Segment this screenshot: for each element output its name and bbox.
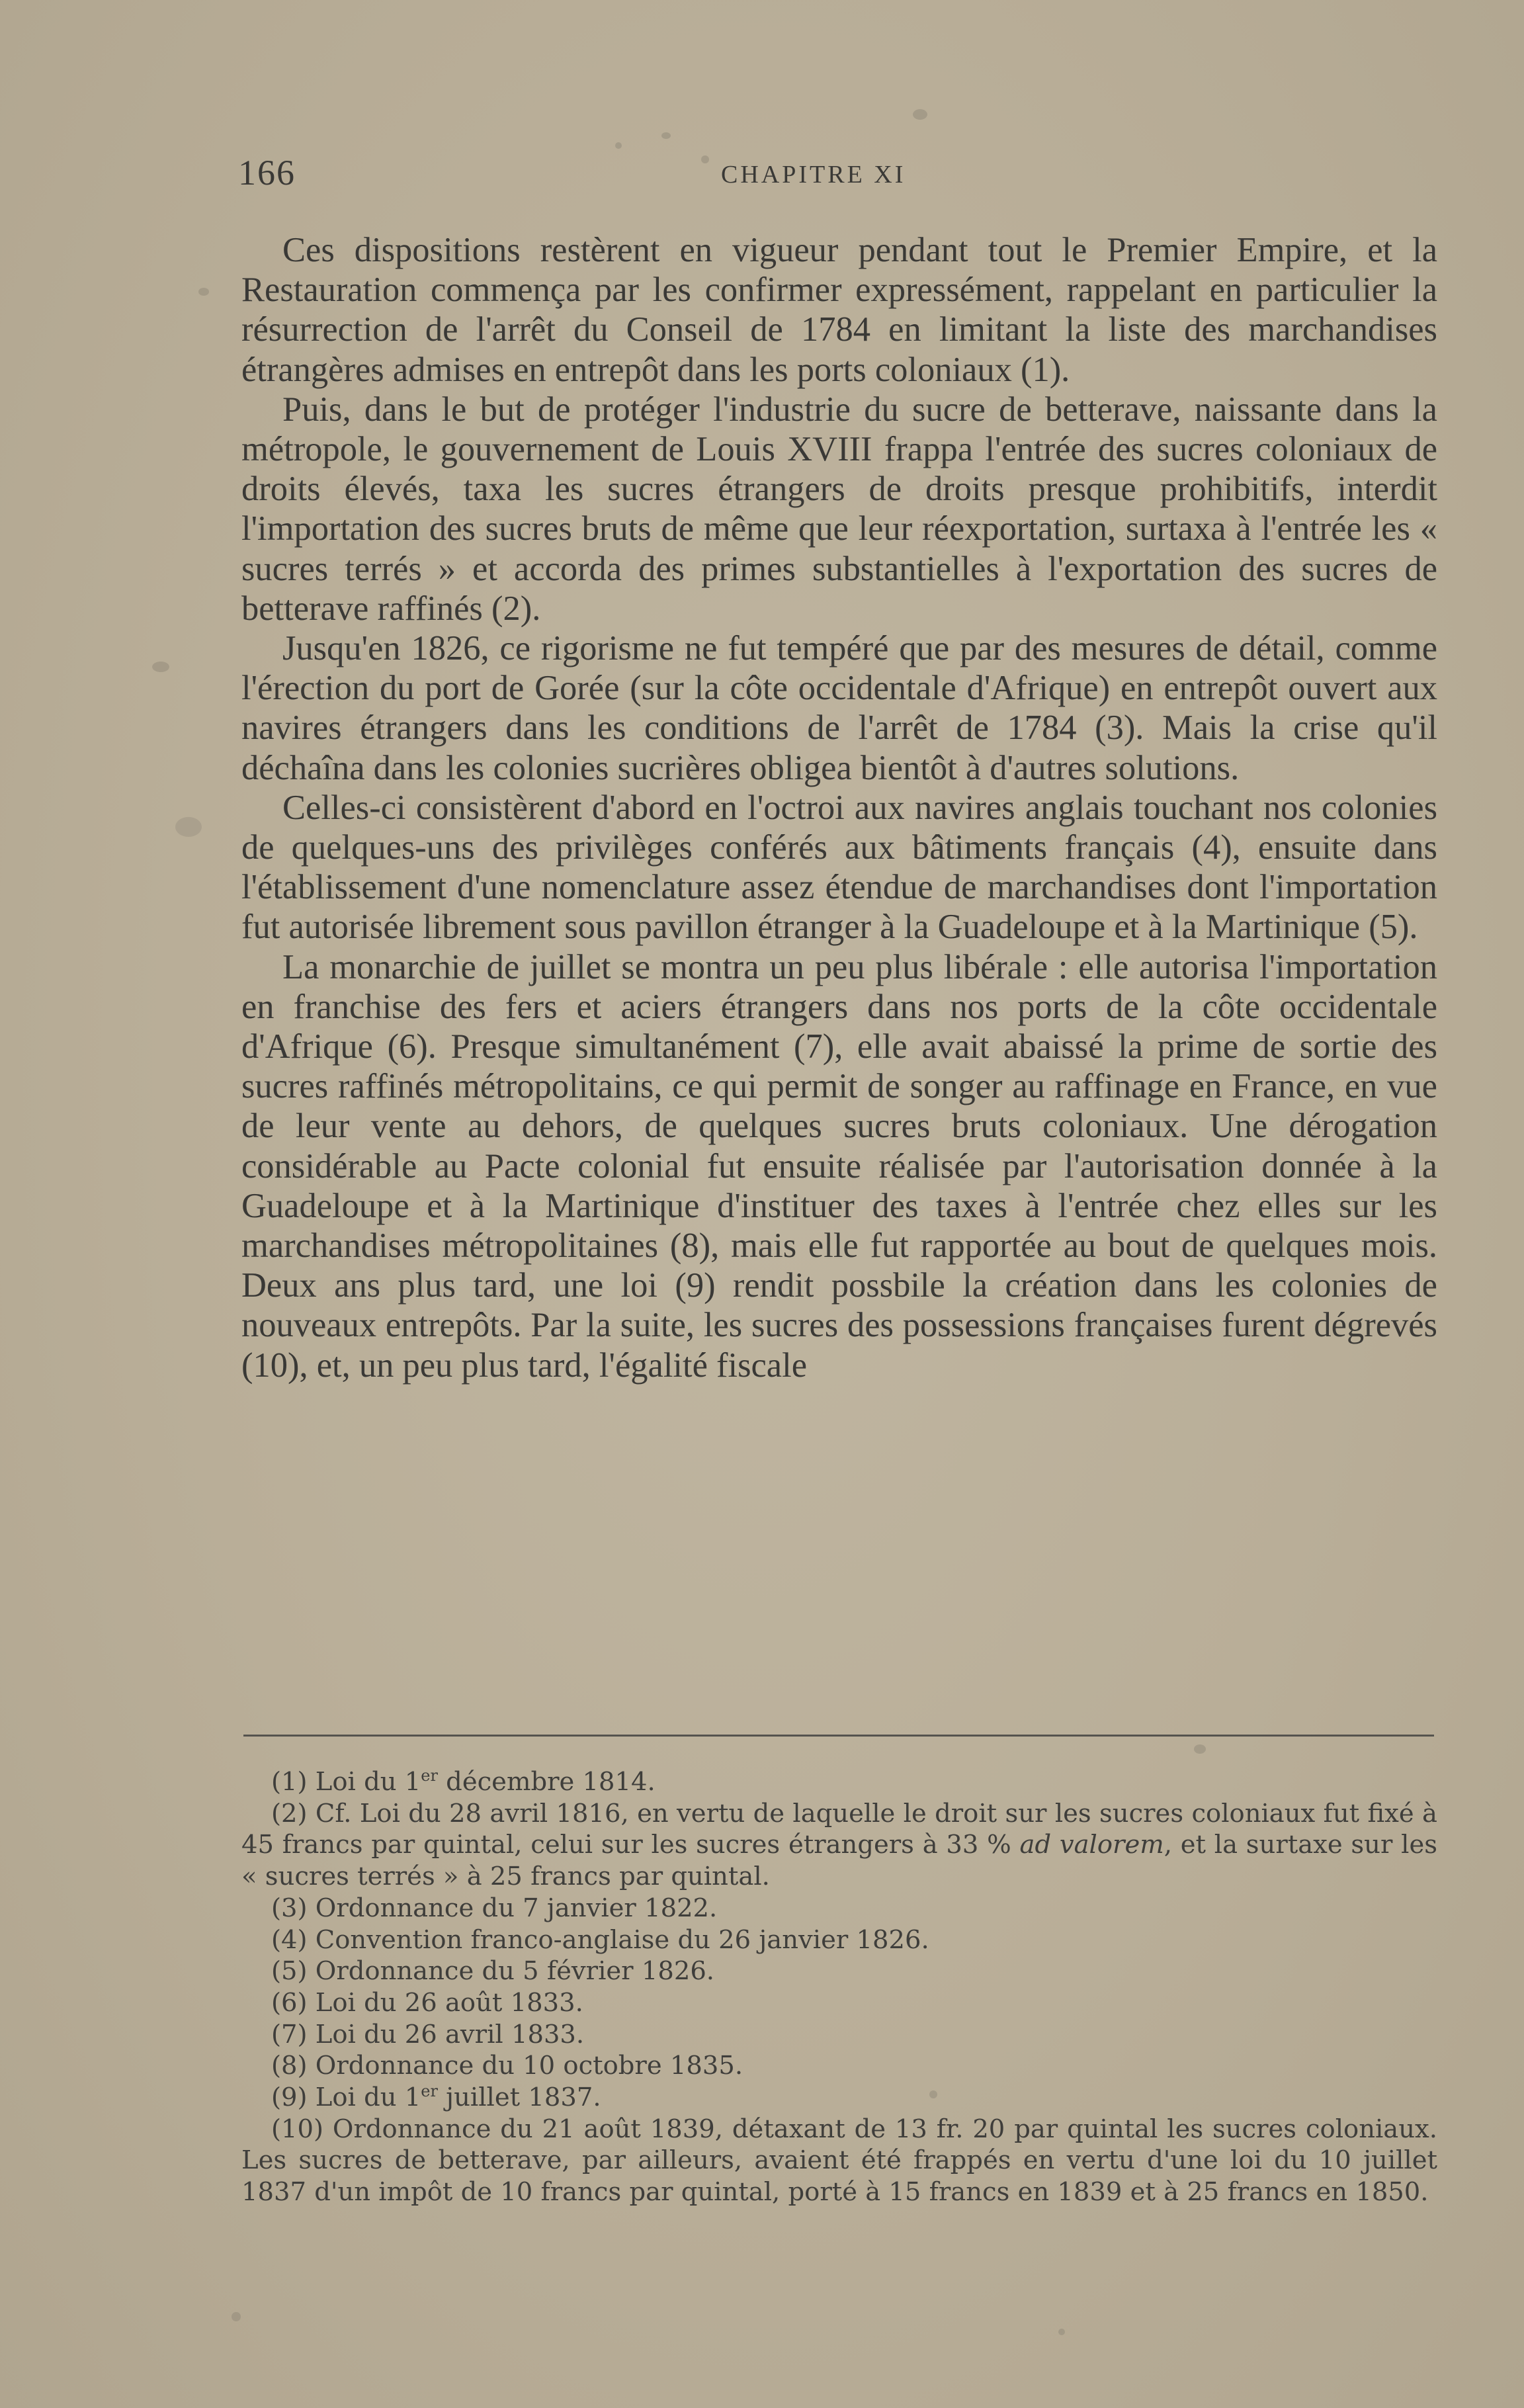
footnote-6: (6) Loi du 26 août 1833. [271,1987,583,2018]
footnote-8: (8) Ordonnance du 10 octobre 1835. [271,2051,743,2081]
chapter-title: CHAPITRE XI [721,161,906,189]
footnote-separator [243,1735,1434,1737]
paragraph-1: Ces dispositions restèrent en vigueur pendant tout le Premier Empire, et la Restauration commença par les confirmer expressément, rappelant en particulier la résurrection de l'arrêt du Conseil de 1784 en limitant la liste des marchandises étrangères admises en entrepôt dans les ports coloniaux (1). [241,231,1437,389]
footnote-2: (2) Cf. Loi du 28 avril 1816, en vertu de laquelle le droit sur les sucres coloniaux fut fixé à 45 francs par quintal, celui sur les sucres étrangers à 33 % ad valorem, et la surtaxe sur les « sucres terrés » à 25 francs par quintal. [241,1798,1437,1892]
footnote-7: (7) Loi du 26 avril 1833. [271,2019,585,2049]
paragraph-4: Celles-ci consistèrent d'abord en l'octroi aux navires anglais touchant nos colonies de quelques-uns des privilèges conférés aux bâtiments français (4), ensuite dans l'établissement d'une nomenclature assez étendue de marchandises dont l'importation fut autorisée librement sous pavillon étranger à la Guadeloupe et à la Martinique (5). [241,788,1437,947]
main-text [241,230,1437,1385]
running-header [238,152,1435,198]
paragraph-3: Jusqu'en 1826, ce rigorisme ne fut tempéré que par des mesures de détail, comme l'érection du port de Gorée (sur la côte occidentale d'Afrique) en entrepôt ouvert aux navires étrangers dans les conditions de l'arrêt de 1784 (3). Mais la crise qu'il déchaîna dans les colonies sucrières obligea bientôt à d'autres solutions. [241,629,1437,787]
footnote-5: (5) Ordonnance du 5 février 1826. [271,1956,715,1987]
footnote-9: (9) Loi du 1er juillet 1837. [271,2082,601,2113]
footnote-1: (1) Loi du 1er décembre 1814. [271,1766,656,1797]
footnotes [241,1766,1437,2208]
paragraph-5: La monarchie de juillet se montra un peu plus libérale : elle autorisa l'importation en franchise des fers et aciers étrangers dans nos ports de la côte occidentale d'Afrique (6). Presque simultanément (7), elle avait abaissé la prime de sortie des sucres raffinés métropolitains, ce qui permit de songer au raffinage en France, en vue de leur vente au dehors, de quelques sucres bruts coloniaux. Une dérogation considérable au Pacte colonial fut ensuite réalisée par l'autorisation donnée à la Guadeloupe et à la Martinique d'instituer des taxes à l'entrée chez elles sur les marchandises métropolitaines (8), mais elle fut rapportée au bout de quelques mois. Deux ans plus tard, une loi (9) rendit possbile la création dans les colonies de nouveaux entrepôts. Par la suite, les sucres des possessions françaises furent dégrevés (10), et, un peu plus tard, l'égalité fiscale [241,947,1437,1385]
footnote-3: (3) Ordonnance du 7 janvier 1822. [271,1893,718,1923]
footnote-10: (10) Ordonnance du 21 août 1839, détaxant de 13 fr. 20 par quintal les sucres coloniaux. Les sucres de betterave, par ailleurs, avaient été frappés en vertu d'une loi du 10 juillet 1837 d'un impôt de 10 francs par quintal, porté à 15 francs en 1839 et à 25 francs en 1850. [241,2114,1437,2208]
footnote-4: (4) Convention franco-anglaise du 26 janvier 1826. [271,1924,929,1955]
page-number: 166 [238,153,296,193]
paragraph-2: Puis, dans le but de protéger l'industrie du sucre de betterave, naissante dans la métropole, le gouvernement de Louis XVIII frappa l'entrée des sucres coloniaux de droits élevés, taxa les sucres étrangers de droits presque prohibitifs, interdit l'importation des sucres bruts de même que leur réexportation, surtaxa à l'entrée les « sucres terrés » et accorda des primes substantielles à l'exportation des sucres de betterave raffinés (2). [241,390,1437,628]
